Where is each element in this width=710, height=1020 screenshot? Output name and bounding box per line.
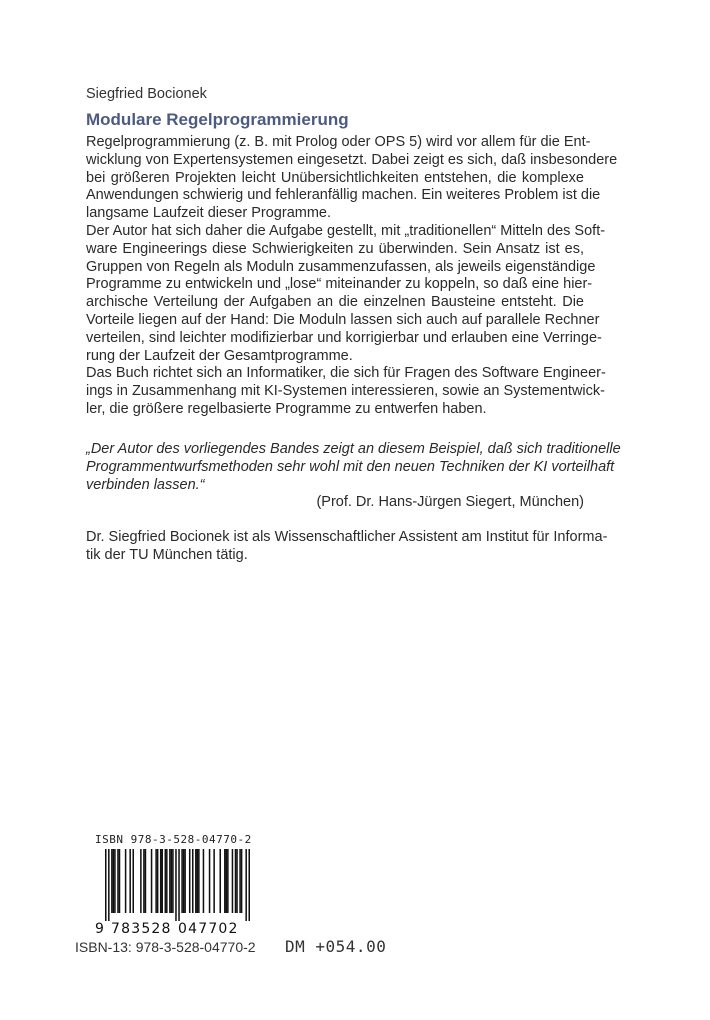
barcode-bar [226, 849, 228, 913]
description-line: Anwendungen schwierig und fehleranfällig machen. Ein weiteres Problem ist die [86, 187, 601, 204]
barcode-bar [219, 849, 221, 913]
barcode-bar [172, 849, 174, 913]
description [86, 134, 618, 419]
barcode-bar [227, 849, 229, 913]
isbn-barcode [95, 833, 265, 937]
barcode-bar [245, 849, 247, 921]
author-bio [86, 528, 608, 564]
barcode-bar [165, 849, 167, 913]
barcode-bar [213, 849, 215, 913]
barcode-isbn-label: ISBN 978-3-528-04770-2 [95, 833, 252, 846]
bio-line: Dr. Siegfried Bocionek ist als Wissenschaftlicher Assistent am Institut für Informa- [86, 529, 608, 545]
barcode-bar [161, 849, 163, 913]
barcode-bar [197, 849, 199, 913]
barcode-bar [108, 849, 110, 921]
barcode-digits-left: 783528 [111, 921, 172, 937]
barcode-bar [105, 849, 107, 921]
description-line: verteilen, sind leichter modifizierbar und korrigierbar und erlauben eine Verringe- [86, 329, 602, 346]
description-line: Programme zu entwickeln und „lose“ miteinander zu koppeln, so daß eine hier- [86, 276, 593, 293]
barcode-digits-right: 047702 [178, 921, 239, 937]
barcode-bar [166, 849, 168, 913]
description-line: Das Buch richtet sich an Informatiker, die sich für Fragen des Software Engineer- [86, 365, 606, 382]
quote-line: „Der Autor des vorliegendes Bandes zeigt an diesem Beispiel, daß sich traditionelle [86, 441, 621, 457]
review-quote [86, 440, 621, 494]
barcode-bar [178, 849, 180, 921]
barcode-bar [175, 849, 177, 921]
barcode-bar [169, 849, 171, 913]
description-line: Gruppen von Regeln als Moduln zusammenzufassen, als jeweils eigenständige [86, 258, 596, 275]
barcode-bar [160, 849, 162, 913]
barcode-bar [119, 849, 121, 913]
barcode-bar [145, 849, 147, 913]
barcode-bar [111, 849, 113, 913]
barcode-bar [195, 849, 197, 913]
barcode-bar [113, 849, 115, 913]
description-line: langsame Laufzeit dieser Programme. [86, 205, 332, 222]
barcode-bar [125, 849, 127, 913]
author-name: Siegfried Bocionek [86, 86, 207, 102]
barcode-bar [117, 849, 119, 913]
barcode-bar [155, 849, 157, 913]
barcode-bar [203, 849, 205, 913]
quote-line: verbinden lassen.“ [86, 477, 205, 493]
barcode-bar [184, 849, 186, 913]
description-line: ware Engineerings diese Schwierigkeiten zu überwinden. Sein Ansatz ist es, [86, 240, 584, 257]
isbn-13: ISBN-13: 978-3-528-04770-2 [75, 939, 256, 955]
description-line: wicklung von Expertensystemen eingesetzt. Dabei zeigt es sich, daß insbesondere [86, 151, 618, 168]
description-line: ings in Zusammenhang mit KI-Systemen interessieren, sowie an Systementwick- [86, 383, 605, 400]
barcode-bar [151, 849, 153, 913]
barcode-bar [248, 849, 250, 921]
barcode-bar [140, 849, 142, 913]
barcode-bar [183, 849, 185, 913]
description-line: rung der Laufzeit der Gesamtprogramme. [86, 347, 353, 364]
barcode-bar [224, 849, 226, 913]
barcode-bar [198, 849, 200, 913]
barcode-bar [157, 849, 159, 913]
barcode-bar [189, 849, 191, 913]
description-line: Vorteile liegen auf der Hand: Die Moduln lassen sich auch auf parallele Rechner [86, 311, 600, 328]
barcode-bar [241, 849, 243, 913]
barcode-bar [192, 849, 194, 913]
barcode-bars [105, 849, 250, 921]
description-line: ler, die größere regelbasierte Programme zu entwerfen haben. [86, 400, 487, 417]
book-title: Modulare Regelprogrammierung [86, 110, 349, 129]
description-line: bei größeren Projekten leicht Unübersichtlichkeiten entstehen, die komplexe [86, 169, 584, 186]
description-line: Der Autor hat sich daher die Aufgabe gestellt, mit „traditionellen“ Mitteln des Soft- [86, 222, 606, 239]
barcode-bar [235, 849, 237, 913]
barcode-bar [171, 849, 173, 913]
description-line: Regelprogrammierung (z. B. mit Prolog oder OPS 5) wird vor allem für die Ent- [86, 134, 591, 150]
bio-line: tik der TU München tätig. [86, 547, 248, 563]
barcode-bar [132, 849, 134, 913]
barcode-bar [143, 849, 145, 913]
barcode-bar [236, 849, 238, 913]
barcode-bar [239, 849, 241, 913]
quote-line: Programmentwurfsmethoden sehr wohl mit den neuen Techniken der KI vorteilhaft [86, 459, 615, 475]
barcode-bar [181, 849, 183, 913]
quote-attribution: (Prof. Dr. Hans-Jürgen Siegert, München) [316, 494, 584, 510]
barcode-bar [232, 849, 234, 913]
price: DM +054.00 [285, 937, 387, 956]
barcode-bar [129, 849, 131, 913]
description-line: archische Verteilung der Aufgaben an die einzelnen Bausteine entsteht. Die [86, 294, 584, 311]
barcode-bar [114, 849, 116, 913]
barcode-digit-first: 9 [95, 921, 104, 937]
barcode-bar [209, 849, 211, 913]
